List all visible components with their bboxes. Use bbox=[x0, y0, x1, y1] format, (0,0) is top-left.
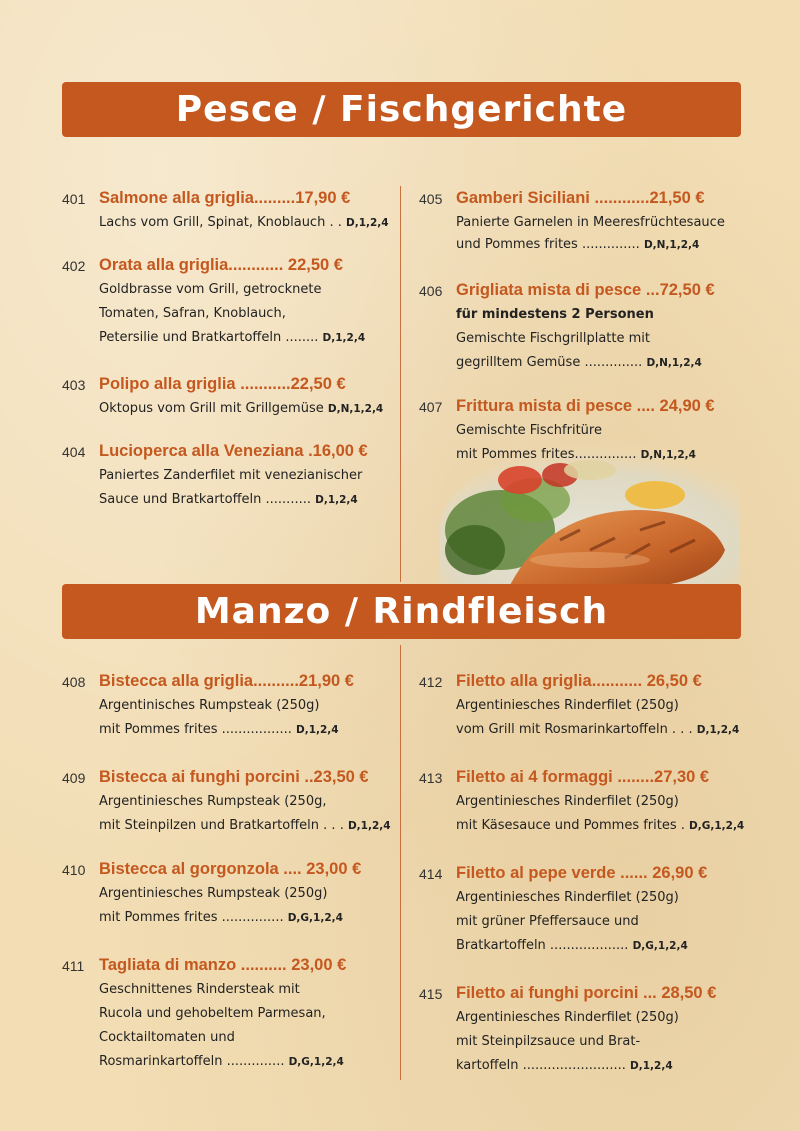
item-number: 403 bbox=[62, 377, 86, 393]
item-title: Tagliata di manzo .......... 23,00 € bbox=[99, 956, 347, 974]
item-title: Filetto ai funghi porcini ... 28,50 € bbox=[456, 984, 717, 1002]
item-desc-line bbox=[99, 906, 343, 930]
item-number: 408 bbox=[62, 674, 86, 690]
item-desc-line bbox=[456, 443, 696, 467]
item-title: Grigliata mista di pesce ...72,50 € bbox=[456, 281, 715, 299]
item-number: 405 bbox=[419, 191, 443, 207]
desc-text-bold: für mindestens 2 Personen bbox=[456, 307, 654, 322]
desc-text: und Pommes frites .............. bbox=[456, 237, 644, 252]
item-title: Lucioperca alla Veneziana .16,00 € bbox=[99, 442, 368, 460]
item-desc-line: Geschnittenes Rindersteak mit bbox=[99, 982, 300, 997]
item-number: 414 bbox=[419, 866, 443, 882]
allergen-codes: D,G,1,2,4 bbox=[288, 1056, 344, 1068]
desc-text: Oktopus vom Grill mit Grillgemüse bbox=[99, 401, 328, 416]
item-desc-line: Panierte Garnelen in Meeresfrüchtesauce bbox=[456, 215, 725, 230]
item-number: 406 bbox=[419, 283, 443, 299]
desc-text: kartoffeln ......................... bbox=[456, 1058, 631, 1073]
item-desc-line bbox=[99, 488, 358, 512]
item-desc-line: Goldbrasse vom Grill, getrocknete bbox=[99, 282, 322, 297]
desc-text: gegrilltem Gemüse .............. bbox=[456, 355, 647, 370]
allergen-codes: D,G,1,2,4 bbox=[689, 820, 745, 832]
item-desc-line bbox=[99, 1050, 344, 1074]
item-desc-line bbox=[456, 934, 688, 958]
allergen-codes: D,1,2,4 bbox=[345, 217, 389, 229]
allergen-codes: D,1,2,4 bbox=[315, 494, 358, 506]
item-number: 413 bbox=[419, 770, 443, 786]
item-title: Bistecca al gorgonzola .... 23,00 € bbox=[99, 860, 362, 878]
item-desc-line bbox=[99, 814, 391, 838]
item-desc-line bbox=[456, 814, 744, 838]
item-title: Orata alla griglia............ 22,50 € bbox=[99, 256, 343, 274]
item-desc-line: mit Steinpilzsauce und Brat- bbox=[456, 1034, 641, 1049]
item-desc-line: Argentiniesches Rinderfilet (250g) bbox=[456, 1010, 679, 1025]
section-title-pesce: Pesce / Fischgerichte bbox=[175, 89, 628, 130]
desc-text: mit Pommes frites ............... bbox=[99, 910, 288, 925]
item-title: Frittura mista di pesce .... 24,90 € bbox=[456, 397, 715, 415]
allergen-codes: D,1,2,4 bbox=[322, 332, 366, 344]
item-desc-line bbox=[456, 233, 699, 257]
item-number: 404 bbox=[62, 444, 86, 460]
desc-text: Petersilie und Bratkartoffeln ........ bbox=[99, 330, 323, 345]
allergen-codes: D,N,1,2,4 bbox=[640, 449, 696, 461]
item-title: Bistecca ai funghi porcini ..23,50 € bbox=[99, 768, 369, 786]
desc-text: vom Grill mit Rosmarinkartoffeln . . . bbox=[456, 722, 697, 737]
desc-text: mit Pommes frites............... bbox=[456, 447, 641, 462]
desc-text: mit Pommes frites ................. bbox=[99, 722, 296, 737]
item-number: 402 bbox=[62, 258, 86, 274]
desc-text: Rosmarinkartoffeln .............. bbox=[99, 1054, 289, 1069]
allergen-codes: D,N,1,2,4 bbox=[327, 403, 384, 415]
allergen-codes: D,N,1,2,4 bbox=[646, 357, 702, 369]
desc-text: Sauce und Bratkartoffeln ........... bbox=[99, 492, 316, 507]
section-banner-manzo bbox=[62, 584, 741, 639]
item-desc-line: Argentiniesches Rinderfilet (250g) bbox=[456, 890, 679, 905]
item-title: Bistecca alla griglia..........21,90 € bbox=[99, 672, 354, 690]
item-number: 410 bbox=[62, 862, 86, 878]
item-desc-line: Cocktailtomaten und bbox=[99, 1030, 235, 1045]
item-desc-line bbox=[456, 718, 739, 742]
item-title: Salmone alla griglia.........17,90 € bbox=[99, 189, 351, 207]
allergen-codes: D,1,2,4 bbox=[295, 724, 339, 736]
column-divider-top bbox=[400, 186, 401, 582]
item-desc-line bbox=[99, 326, 365, 350]
item-desc-line bbox=[99, 718, 339, 742]
allergen-codes: D,1,2,4 bbox=[696, 724, 740, 736]
allergen-codes: D,G,1,2,4 bbox=[632, 940, 688, 952]
item-desc-line: Tomaten, Safran, Knoblauch, bbox=[99, 306, 286, 321]
item-desc-line: Argentiniesches Rumpsteak (250g, bbox=[99, 794, 327, 809]
desc-text: Bratkartoffeln ................... bbox=[456, 938, 633, 953]
item-desc-line: Argentiniesches Rinderfilet (250g) bbox=[456, 794, 679, 809]
item-title: Filetto alla griglia........... 26,50 € bbox=[456, 672, 702, 690]
item-title: Filetto al pepe verde ...... 26,90 € bbox=[456, 864, 708, 882]
item-number: 407 bbox=[419, 399, 443, 415]
item-desc-line bbox=[99, 211, 389, 235]
desc-text: Lachs vom Grill, Spinat, Knoblauch . . bbox=[99, 215, 346, 230]
desc-text: mit Käsesauce und Pommes frites . bbox=[456, 818, 690, 833]
allergen-codes: D,G,1,2,4 bbox=[287, 912, 343, 924]
allergen-codes: D,1,2,4 bbox=[347, 820, 391, 832]
item-title: Gamberi Siciliani ............21,50 € bbox=[456, 189, 705, 207]
item-title: Polipo alla griglia ...........22,50 € bbox=[99, 375, 346, 393]
item-desc-line: Argentinisches Rumpsteak (250g) bbox=[99, 698, 320, 713]
item-desc-line bbox=[99, 397, 383, 421]
item-desc-line: Gemischte Fischgrillplatte mit bbox=[456, 331, 650, 346]
item-number: 412 bbox=[419, 674, 443, 690]
item-number: 415 bbox=[419, 986, 443, 1002]
allergen-codes: D,1,2,4 bbox=[630, 1060, 673, 1072]
item-desc-line: Argentiniesches Rumpsteak (250g) bbox=[99, 886, 328, 901]
allergen-codes: D,N,1,2,4 bbox=[643, 239, 700, 251]
desc-text: mit Steinpilzen und Bratkartoffeln . . . bbox=[99, 818, 348, 833]
item-desc-line: Rucola und gehobeltem Parmesan, bbox=[99, 1006, 326, 1021]
item-number: 401 bbox=[62, 191, 86, 207]
item-desc-line: mit grüner Pfeffersauce und bbox=[456, 914, 639, 929]
column-divider-bottom bbox=[400, 645, 401, 1080]
section-banner-pesce bbox=[62, 82, 741, 137]
item-desc-line bbox=[456, 303, 654, 327]
section-title-manzo: Manzo / Rindfleisch bbox=[194, 591, 609, 632]
item-desc-line: Paniertes Zanderfilet mit venezianischer bbox=[99, 468, 363, 483]
item-desc-line: Argentiniesches Rinderfilet (250g) bbox=[456, 698, 679, 713]
item-desc-line bbox=[456, 351, 702, 375]
item-desc-line: Gemischte Fischfritüre bbox=[456, 423, 602, 438]
item-number: 409 bbox=[62, 770, 86, 786]
item-desc-line bbox=[456, 1054, 673, 1078]
item-number: 411 bbox=[62, 958, 85, 974]
item-title: Filetto ai 4 formaggi ........27,30 € bbox=[456, 768, 710, 786]
